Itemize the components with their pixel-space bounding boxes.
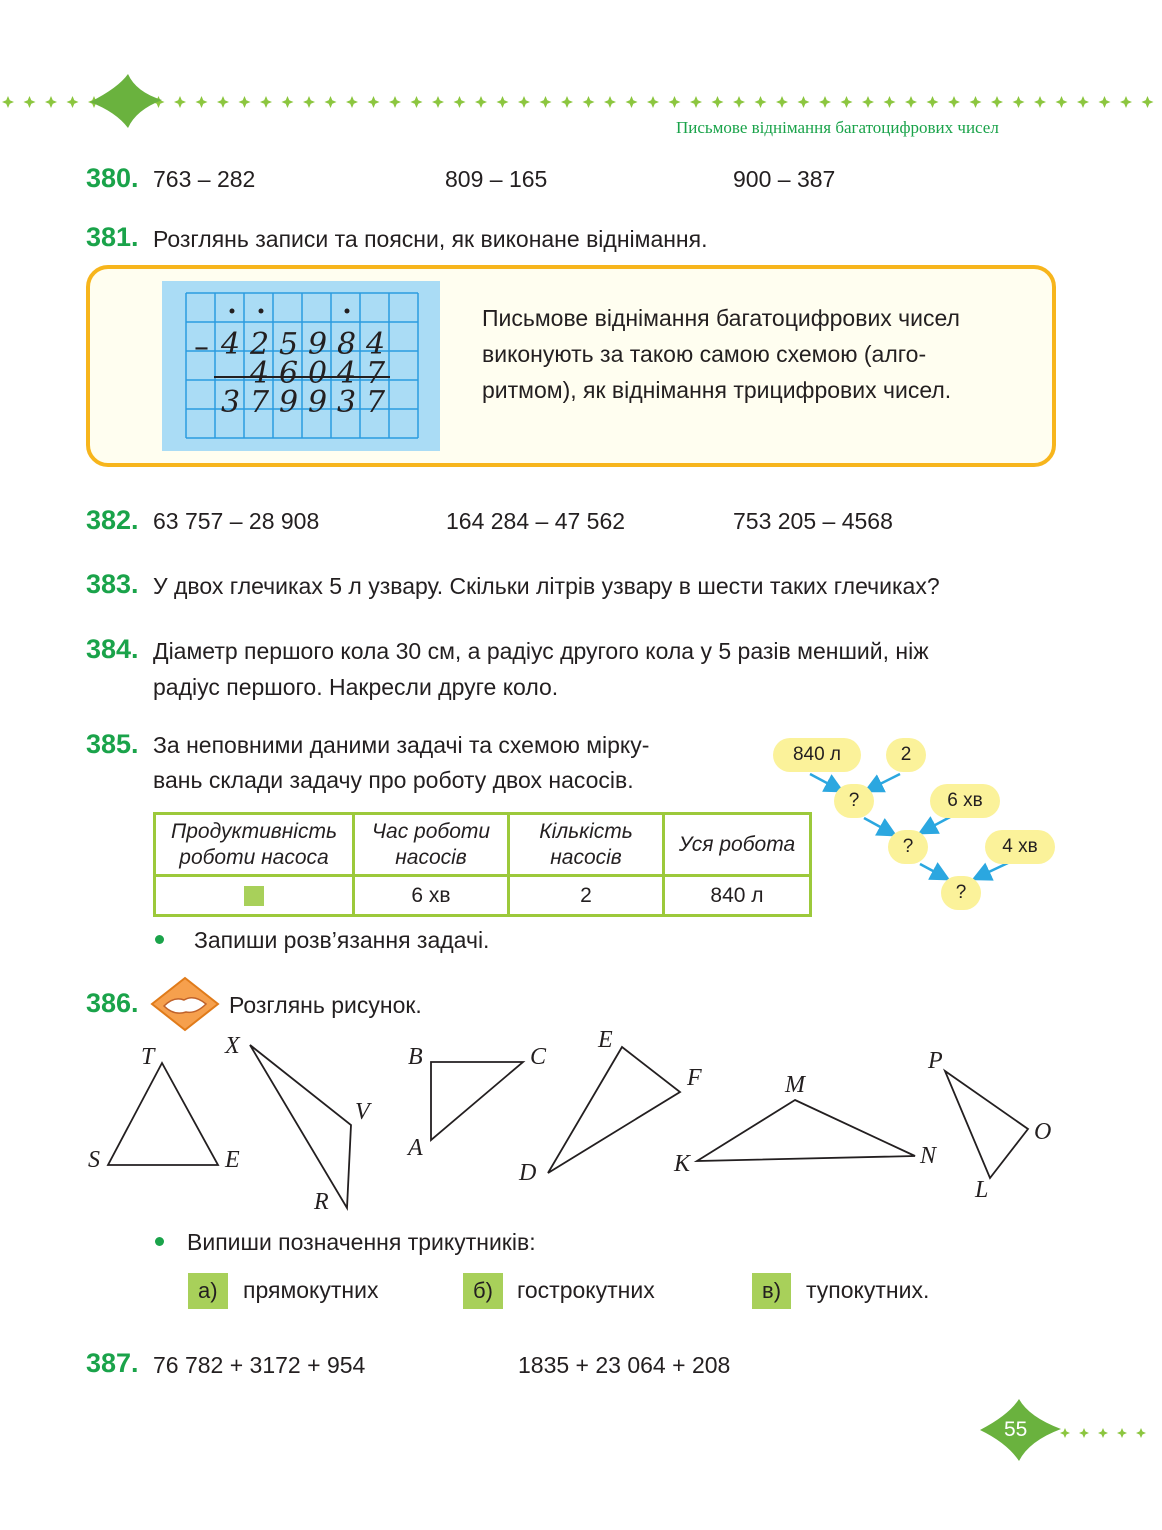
grid-digit: 7 — [250, 384, 270, 420]
star-decoration — [884, 96, 896, 108]
exercise-385-number: 385. — [86, 729, 139, 759]
star-decoration — [690, 96, 702, 108]
rule-line: ритмом), як віднімання трицифрових чисел. — [482, 377, 952, 403]
star-decoration — [841, 96, 853, 108]
exercise-382-number: 382. — [86, 505, 139, 535]
star-decoration — [260, 96, 272, 108]
star-decoration — [862, 96, 874, 108]
bullet — [155, 935, 164, 944]
exercise-387-item: 1835 + 23 064 + 208 — [518, 1352, 731, 1378]
label-L: L — [975, 1177, 989, 1203]
grid-digit: 5 — [279, 326, 299, 362]
grid-digit: 9 — [279, 384, 299, 420]
rule-line: Письмове віднімання багатоцифрових чисел — [482, 305, 960, 331]
star-decoration — [1034, 96, 1046, 108]
grid-digit: 3 — [337, 384, 357, 420]
option-text: гострокутних — [517, 1277, 655, 1303]
exercise-383-number: 383. — [86, 569, 139, 599]
star-decoration — [1056, 96, 1068, 108]
grid-digit: 3 — [221, 384, 241, 420]
label-E: E — [225, 1147, 240, 1173]
label-T: T — [141, 1044, 155, 1070]
table-cell: 840 л — [664, 876, 811, 916]
grid-digit: 4 — [250, 355, 270, 391]
task-table — [153, 812, 812, 917]
grid-digit: 2 — [250, 326, 270, 362]
scheme-bubble: 4 хв — [985, 830, 1055, 864]
star-decoration — [1120, 96, 1132, 108]
table-cell: 2 — [509, 876, 664, 916]
star-decoration — [325, 96, 337, 108]
scheme-bubble: ? — [941, 876, 981, 910]
star-decoration — [991, 96, 1003, 108]
exercise-382-item: 164 284 – 47 562 — [446, 508, 626, 534]
label-O: O — [1034, 1119, 1052, 1145]
star-decoration — [1142, 96, 1154, 108]
minus-sign: – — [194, 330, 209, 365]
exercise-386-text: Розглянь рисунок. — [229, 992, 422, 1018]
table-header: Кількість насосів — [509, 814, 664, 876]
exercise-382-item: 63 757 – 28 908 — [153, 508, 320, 534]
exercise-382-item: 753 205 – 4568 — [733, 508, 893, 534]
star-decoration — [948, 96, 960, 108]
label-A: A — [408, 1135, 423, 1161]
star-decoration — [475, 96, 487, 108]
option-tag: б) — [463, 1273, 503, 1309]
label-R: R — [314, 1189, 329, 1215]
grid-digit: 0 — [308, 355, 328, 391]
table-header: Продуктивність роботи насоса — [155, 814, 354, 876]
exercise-383-text: У двох глечиках 5 л узвару. Скільки літрів узвару в шести таких глечиках? — [153, 573, 940, 599]
exercise-380-item: 763 – 282 — [153, 166, 256, 192]
star-decoration — [45, 96, 57, 108]
exercise-380-item: 809 – 165 — [445, 166, 548, 192]
star-decoration — [798, 96, 810, 108]
star-decoration — [927, 96, 939, 108]
page-header-title: Письмове віднімання багатоцифрових чисел — [676, 118, 999, 137]
exercise-384-line: радіус першого. Накресли друге коло. — [153, 674, 559, 700]
label-K: K — [674, 1151, 691, 1177]
star-decoration — [561, 96, 573, 108]
star-decoration — [1099, 96, 1111, 108]
grid-digit: 7 — [366, 355, 386, 391]
rule-line: виконують за такою самою схемою (алго- — [482, 341, 927, 367]
table-header: Уся робота — [664, 814, 811, 876]
star-decoration — [174, 96, 186, 108]
exercise-384-line: Діаметр першого кола 30 см, а радіус другого кола у 5 разів менший, ніж — [153, 638, 929, 664]
grid-digit: 4 — [221, 326, 241, 362]
label-C: C — [530, 1044, 547, 1070]
star-decoration — [282, 96, 294, 108]
star-decoration — [1013, 96, 1025, 108]
star-decoration — [733, 96, 745, 108]
star-decoration — [1136, 1428, 1146, 1438]
scheme-bubble: 840 л — [773, 738, 861, 772]
exercise-380-number: 380. — [86, 163, 139, 193]
handshake-icon — [150, 976, 220, 1032]
table-cell: 6 хв — [354, 876, 509, 916]
scheme-bubble: 6 хв — [930, 784, 1000, 818]
option-text: тупокутних. — [806, 1277, 930, 1303]
unknown-square — [244, 886, 264, 906]
star-decoration — [540, 96, 552, 108]
exercise-381-number: 381. — [86, 222, 139, 252]
exercise-384-number: 384. — [86, 634, 139, 664]
star-decoration — [1098, 1428, 1108, 1438]
star-decoration — [239, 96, 251, 108]
page-number: 55 — [1004, 1418, 1028, 1441]
star-decoration — [497, 96, 509, 108]
grid-digit: 6 — [279, 355, 299, 391]
star-decoration — [2, 96, 14, 108]
star-decoration — [1060, 1428, 1070, 1438]
grid-digit: 9 — [308, 384, 328, 420]
option-tag: а) — [188, 1273, 228, 1309]
label-B: B — [408, 1044, 423, 1070]
star-decoration — [217, 96, 229, 108]
star-decoration — [196, 96, 208, 108]
bullet — [155, 1237, 164, 1246]
exercise-387-item: 76 782 + 3172 + 954 — [153, 1352, 366, 1378]
star-decoration — [819, 96, 831, 108]
star-decoration — [67, 96, 79, 108]
star-decoration — [389, 96, 401, 108]
star-decoration — [1079, 1428, 1089, 1438]
star-decoration — [368, 96, 380, 108]
label-D: D — [519, 1160, 537, 1186]
star-decoration — [905, 96, 917, 108]
label-V: V — [355, 1099, 370, 1125]
star-decoration — [776, 96, 788, 108]
star-decoration — [24, 96, 36, 108]
exercise-385-bullet-text: Запиши розв’язання задачі. — [194, 927, 490, 953]
grid-digit: 9 — [308, 326, 328, 362]
label-M: M — [785, 1072, 805, 1098]
star-decoration — [970, 96, 982, 108]
grid-digit: 8 — [337, 326, 357, 362]
exercise-387-number: 387. — [86, 1348, 139, 1378]
star-decoration — [669, 96, 681, 108]
exercise-385-line: вань склади задачу про роботу двох насосів. — [153, 767, 634, 793]
exercise-385-line: За неповними даними задачі та схемою мірку- — [153, 732, 650, 758]
grid-digit: 4 — [366, 326, 386, 362]
star-decoration — [647, 96, 659, 108]
exercise-380-item: 900 – 387 — [733, 166, 836, 192]
exercise-386-number: 386. — [86, 988, 139, 1018]
option-text: прямокутних — [243, 1277, 379, 1303]
rule-text — [482, 300, 1014, 408]
star-decoration — [346, 96, 358, 108]
label-X: X — [225, 1033, 240, 1059]
star-decoration — [755, 96, 767, 108]
scheme-bubble: 2 — [886, 738, 926, 772]
star-decoration — [1117, 1428, 1127, 1438]
star-decoration — [411, 96, 423, 108]
exercise-381-text: Розглянь записи та поясни, як виконане віднімання. — [153, 226, 708, 252]
label-N: N — [920, 1143, 937, 1169]
star-decoration — [432, 96, 444, 108]
star-decoration — [1077, 96, 1089, 108]
table-header: Час роботи насосів — [354, 814, 509, 876]
grid-digit: 4 — [337, 355, 357, 391]
star-decoration — [583, 96, 595, 108]
label-S: S — [88, 1147, 100, 1173]
scheme-bubble: ? — [834, 784, 874, 818]
exercise-386-bullet-text: Випиши позначення трикутників: — [187, 1229, 536, 1255]
star-decoration — [518, 96, 530, 108]
label-E: E — [598, 1027, 613, 1053]
star-decoration — [454, 96, 466, 108]
grid-digit: 7 — [366, 384, 386, 420]
scheme-bubble: ? — [888, 830, 928, 864]
star-decoration — [604, 96, 616, 108]
option-tag: в) — [752, 1273, 791, 1309]
star-decoration — [712, 96, 724, 108]
star-decoration — [303, 96, 315, 108]
subtraction-grid — [162, 281, 440, 451]
table-cell-unknown — [155, 876, 354, 916]
label-P: P — [928, 1048, 943, 1074]
label-F: F — [687, 1065, 702, 1091]
star-decoration — [626, 96, 638, 108]
